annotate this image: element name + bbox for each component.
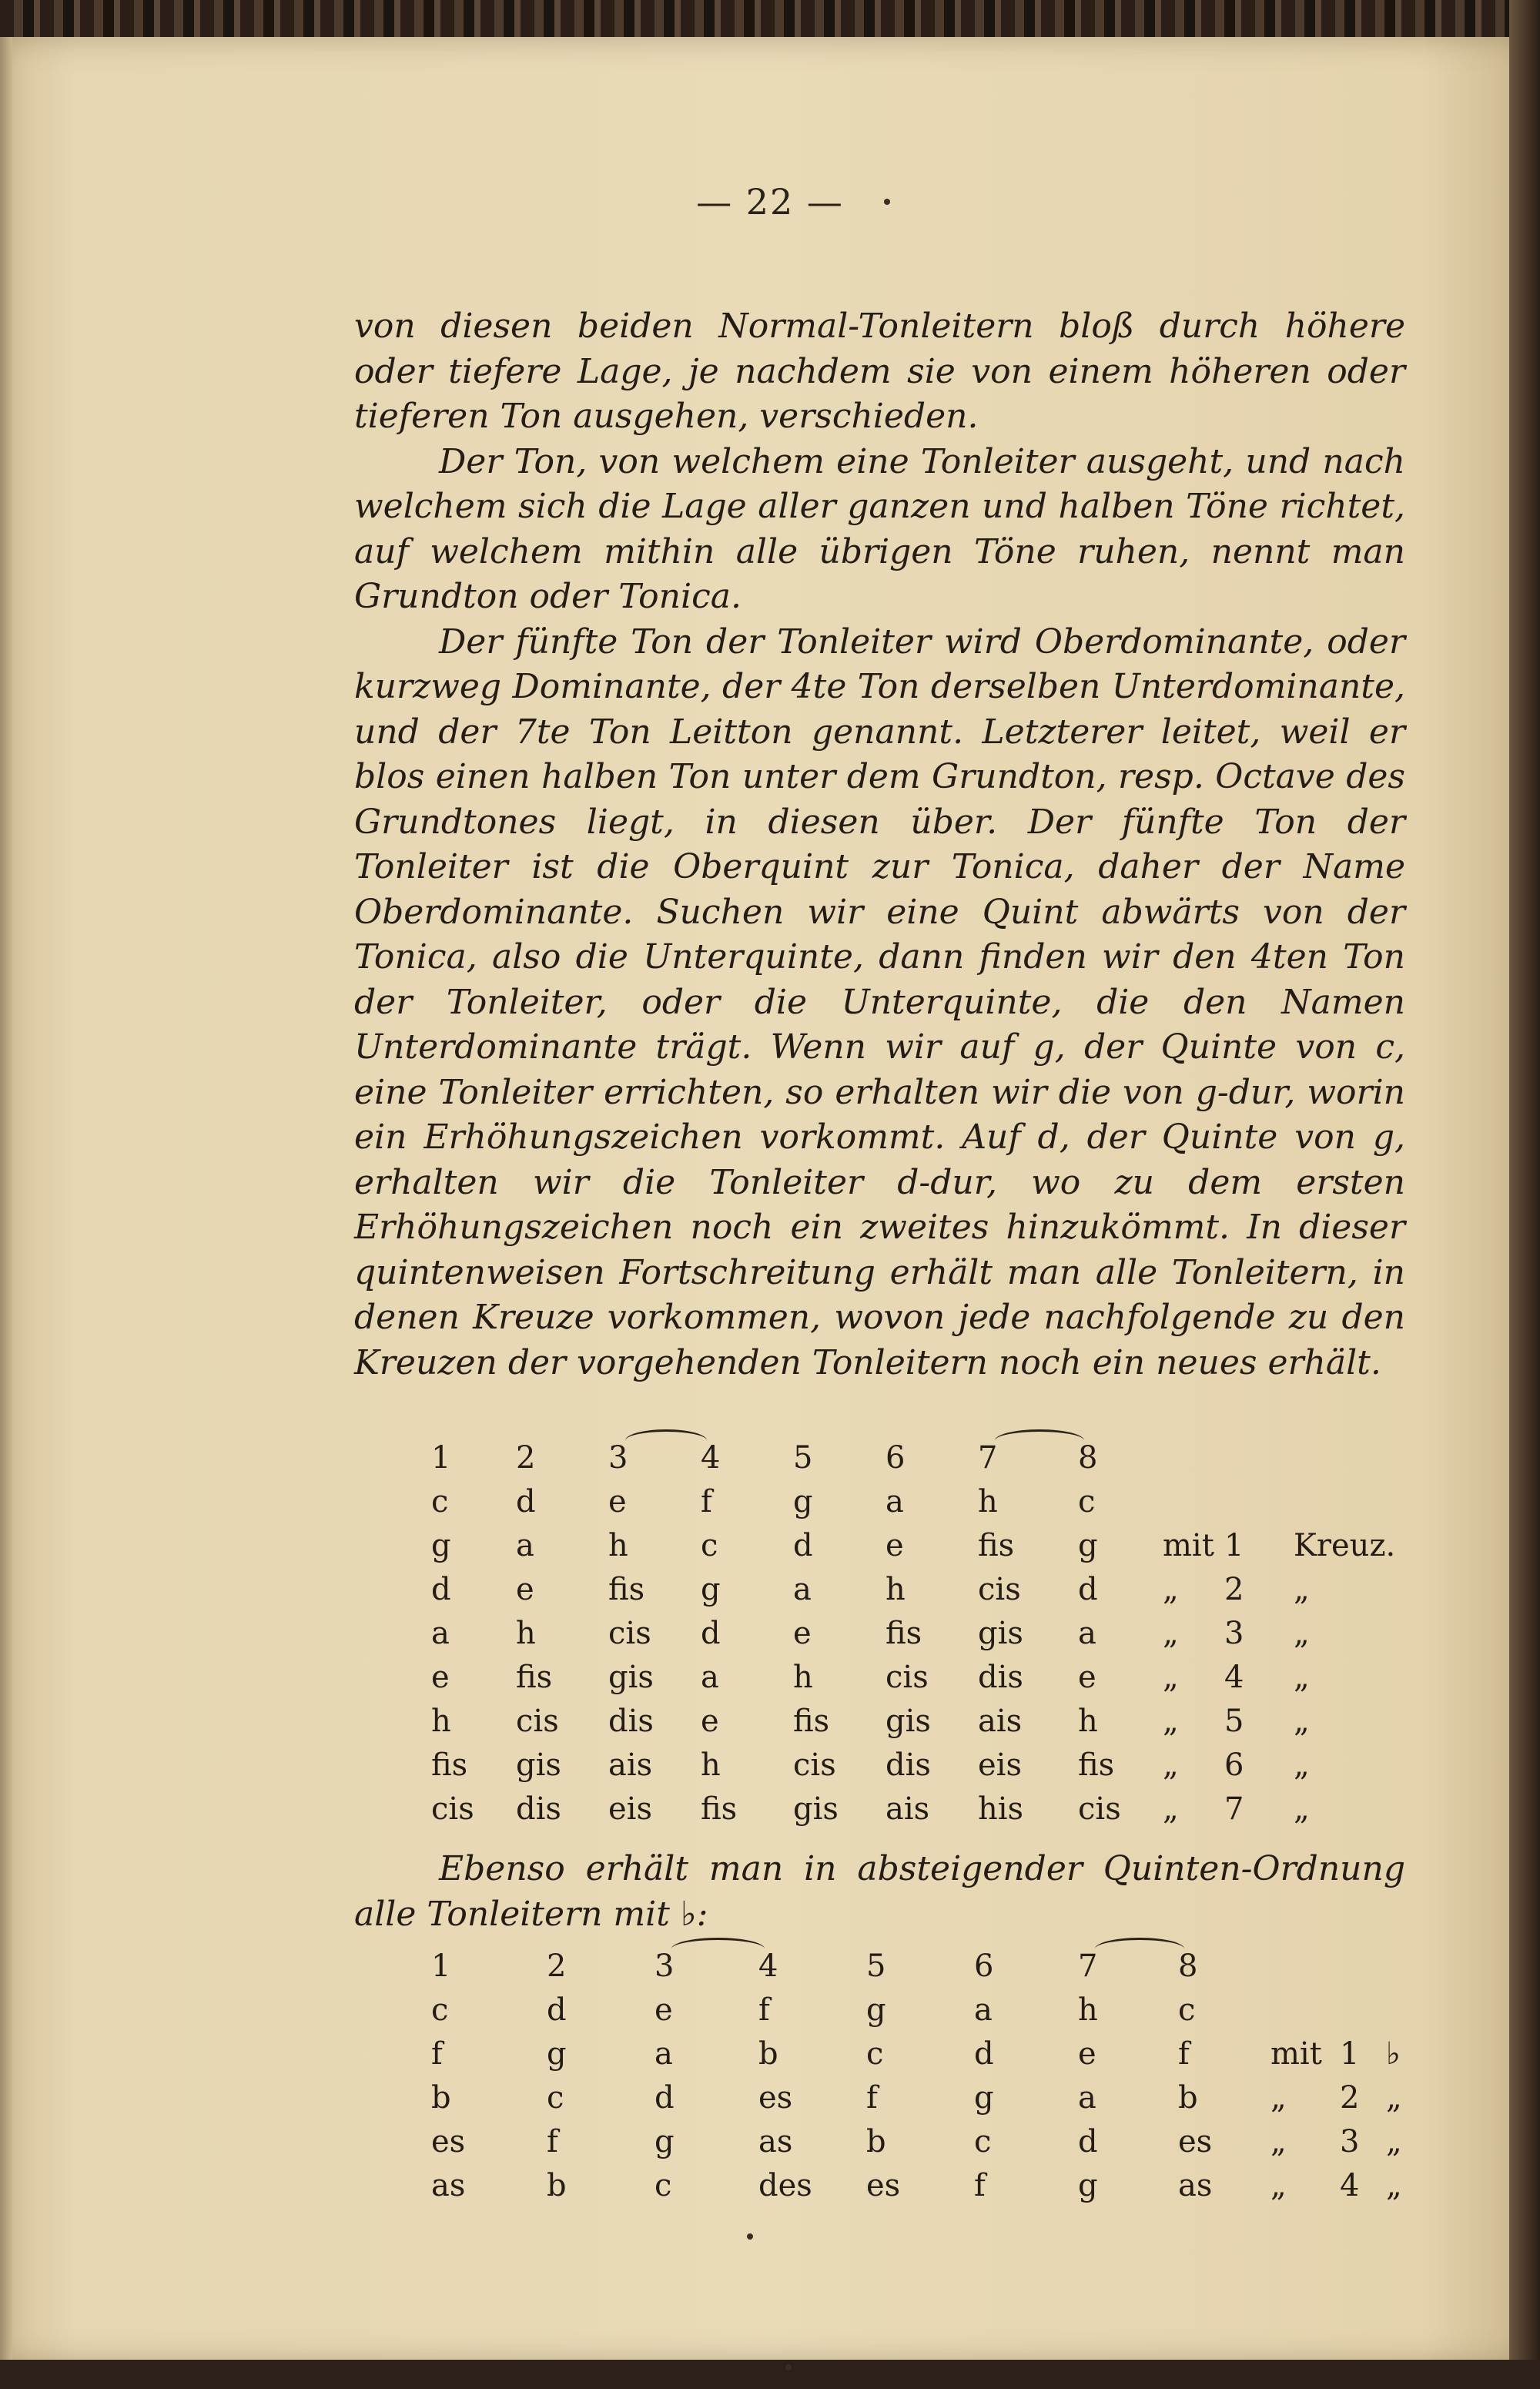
table-cell: 3: [1340, 2124, 1360, 2159]
table-cell: 5: [793, 1440, 813, 1476]
table-cell: g: [1078, 1528, 1098, 1563]
table-cell: „: [1270, 2168, 1287, 2203]
table-cell: eis: [978, 1747, 1022, 1783]
table-cell: 3: [608, 1440, 628, 1476]
table-cell: a: [1078, 2080, 1096, 2116]
table-cell: es: [866, 2168, 901, 2203]
table-cell: 4: [1224, 1660, 1244, 1695]
table-cell: e: [1078, 1660, 1096, 1695]
table-cell: „: [1294, 1572, 1310, 1607]
table-cell: as: [758, 2124, 793, 2159]
table-cell: cis: [1078, 1791, 1121, 1827]
table-cell: e: [608, 1484, 627, 1520]
table-cell: a: [654, 2036, 673, 2072]
table-cell: g: [431, 1528, 451, 1563]
table-cell: fis: [431, 1747, 468, 1783]
ink-speck: [884, 199, 890, 205]
table-cell: h: [886, 1572, 906, 1607]
table-cell: c: [431, 1484, 449, 1520]
table-cell: 7: [1224, 1791, 1244, 1827]
table-cell: h: [516, 1616, 536, 1651]
table-cell: a: [886, 1484, 904, 1520]
table-cell: a: [793, 1572, 812, 1607]
half-step-slur: [995, 1429, 1084, 1452]
table-cell: cis: [608, 1616, 651, 1651]
table-cell: gis: [516, 1747, 561, 1783]
table-cell: es: [431, 2124, 466, 2159]
table-cell: 4: [701, 1440, 721, 1476]
paragraph-1: von diesen beiden Normal-Tonleitern bloß durch höhere oder tiefere Lage, je nachdem sie von einem höheren oder tieferen Ton ausgehen, verschieden.: [354, 307, 1405, 436]
flat-intro-text: [354, 1847, 1405, 1937]
table-cell: 2: [547, 1948, 567, 1984]
table-cell: g: [1078, 2168, 1098, 2203]
table-cell: 8: [1178, 1948, 1198, 1984]
table-cell: mit: [1163, 1528, 1214, 1563]
table-cell: f: [701, 1484, 712, 1520]
table-cell: „: [1294, 1747, 1310, 1783]
table-cell: es: [758, 2080, 793, 2116]
flat-intro-paragraph: Ebenso erhält man in absteigender Quinten-Ordnung alle Tonleitern mit ♭:: [354, 1849, 1405, 1934]
table-cell: h: [1078, 1704, 1098, 1739]
table-cell: ais: [886, 1791, 930, 1827]
table-cell: f: [1178, 2036, 1190, 2072]
table-cell: dis: [886, 1747, 931, 1783]
table-cell: d: [701, 1616, 721, 1651]
table-cell: ais: [608, 1747, 653, 1783]
table-cell: 6: [1224, 1747, 1244, 1783]
table-cell: d: [974, 2036, 994, 2072]
table-cell: d: [516, 1484, 536, 1520]
table-cell: 3: [1224, 1616, 1244, 1651]
table-cell: g: [701, 1572, 721, 1607]
table-cell: h: [431, 1704, 451, 1739]
table-cell: 1: [431, 1440, 451, 1476]
table-cell: dis: [516, 1791, 561, 1827]
table-cell: „: [1163, 1572, 1179, 1607]
table-cell: „: [1386, 2080, 1402, 2116]
table-cell: cis: [978, 1572, 1021, 1607]
table-cell: fis: [1078, 1747, 1115, 1783]
table-cell: h: [701, 1747, 721, 1783]
table-cell: c: [866, 2036, 884, 2072]
ink-speck: [785, 2364, 792, 2371]
table-cell: fis: [793, 1704, 830, 1739]
table-cell: h: [1078, 1992, 1098, 2028]
table-cell: 1: [431, 1948, 451, 1984]
table-cell: h: [978, 1484, 998, 1520]
table-cell: a: [431, 1616, 450, 1651]
main-text: [354, 304, 1405, 1385]
table-cell: dis: [608, 1704, 654, 1739]
table-cell: a: [974, 1992, 993, 2028]
table-cell: cis: [431, 1791, 474, 1827]
table-cell: 7: [978, 1440, 998, 1476]
table-cell: e: [793, 1616, 812, 1651]
table-cell: cis: [516, 1704, 559, 1739]
table-cell: fis: [608, 1572, 645, 1607]
table-cell: f: [866, 2080, 878, 2116]
paragraph-3: Der fünfte Ton der Tonleiter wird Oberdominante, oder kurzweg Dominante, der 4te Ton derselben Unterdominante, und der 7te Ton Leitton genannt. Letzterer leitet, weil er blos einen halben Ton unter dem Grundton, resp. Octave des Grundtones liegt, in diesen über. Der fünfte Ton der Tonleiter ist die Oberquint zur Tonica, daher der Name Oberdominante. Suchen wir eine Quint abwärts von der Tonica, also die Unterquinte, dann finden wir den 4ten Ton der Tonleiter, oder die Unterquinte, die den Namen Unterdominante trägt. Wenn wir auf g, der Quinte von c, eine Tonleiter errichten, so erhalten wir die von g-dur, worin ein Erhöhungszeichen vorkommt. Auf d, der Quinte von g, erhalten wir die Tonleiter d-dur, wo zu dem ersten Erhöhungszeichen noch ein zweites hinzukömmt. In dieser quintenweisen Fortschreitung erhält man alle Tonleitern, in denen Kreuze vorkommen, wovon jede nachfolgende zu den Kreuzen der vorgehenden Tonleitern noch ein neues erhält.: [354, 622, 1405, 1382]
half-step-slur: [1095, 1938, 1184, 1960]
table-cell: a: [1078, 1616, 1096, 1651]
table-cell: c: [547, 2080, 564, 2116]
table-cell: b: [758, 2036, 778, 2072]
table-cell: as: [431, 2168, 466, 2203]
table-cell: „: [1294, 1791, 1310, 1827]
table-cell: Kreuz.: [1294, 1528, 1396, 1563]
table-cell: g: [547, 2036, 567, 2072]
table-cell: g: [866, 1992, 886, 2028]
table-cell: 2: [1224, 1572, 1244, 1607]
table-cell: gis: [608, 1660, 654, 1695]
table-cell: 2: [1340, 2080, 1360, 2116]
table-cell: 4: [1340, 2168, 1360, 2203]
table-cell: f: [547, 2124, 558, 2159]
table-cell: gis: [978, 1616, 1023, 1651]
table-cell: ais: [978, 1704, 1023, 1739]
table-cell: „: [1386, 2168, 1402, 2203]
page-edge-right: [1509, 0, 1540, 2389]
table-cell: his: [978, 1791, 1024, 1827]
table-cell: „: [1163, 1660, 1179, 1695]
table-cell: d: [547, 1992, 567, 2028]
table-cell: c: [1078, 1484, 1096, 1520]
table-cell: a: [516, 1528, 534, 1563]
table-cell: mit: [1270, 2036, 1322, 2072]
table-cell: d: [1078, 2124, 1098, 2159]
table-cell: dis: [978, 1660, 1023, 1695]
table-cell: 4: [758, 1948, 778, 1984]
table-cell: des: [758, 2168, 812, 2203]
table-cell: „: [1294, 1704, 1310, 1739]
table-cell: „: [1163, 1616, 1179, 1651]
table-cell: 5: [866, 1948, 886, 1984]
table-cell: ♭: [1386, 2036, 1401, 2072]
table-cell: h: [793, 1660, 813, 1695]
table-cell: 1: [1224, 1528, 1244, 1563]
table-cell: b: [866, 2124, 886, 2159]
table-cell: es: [1178, 2124, 1213, 2159]
table-cell: cis: [793, 1747, 836, 1783]
table-cell: g: [793, 1484, 813, 1520]
table-cell: a: [701, 1660, 719, 1695]
table-cell: „: [1270, 2080, 1287, 2116]
paragraph-2: Der Ton, von welchem eine Tonleiter ausgeht, und nach welchem sich die Lage aller ganzen und halben Töne richtet, auf welchem mithin alle übrigen Töne ruhen, nennt man Grundton oder Tonica.: [354, 441, 1405, 616]
table-cell: „: [1163, 1791, 1179, 1827]
table-cell: e: [701, 1704, 719, 1739]
half-step-slur: [671, 1938, 765, 1960]
table-cell: 3: [654, 1948, 675, 1984]
table-cell: 6: [886, 1440, 906, 1476]
table-cell: fis: [701, 1791, 738, 1827]
table-cell: b: [1178, 2080, 1198, 2116]
table-cell: d: [1078, 1572, 1098, 1607]
table-cell: e: [886, 1528, 904, 1563]
table-cell: f: [431, 2036, 443, 2072]
table-cell: fis: [516, 1660, 553, 1695]
table-cell: fis: [978, 1528, 1015, 1563]
table-cell: g: [974, 2080, 994, 2116]
table-cell: „: [1294, 1660, 1310, 1695]
table-cell: fis: [886, 1616, 922, 1651]
table-cell: c: [654, 2168, 672, 2203]
table-cell: c: [1178, 1992, 1196, 2028]
table-cell: „: [1163, 1747, 1179, 1783]
table-cell: 6: [974, 1948, 994, 1984]
table-cell: as: [1178, 2168, 1213, 2203]
table-cell: d: [431, 1572, 451, 1607]
table-cell: „: [1270, 2124, 1287, 2159]
half-step-slur: [625, 1429, 707, 1452]
ink-speck: [747, 2233, 753, 2240]
table-cell: f: [974, 2168, 986, 2203]
page-number: — 22 —: [696, 181, 844, 223]
binding-strip-bottom: [0, 2360, 1540, 2389]
table-cell: b: [547, 2168, 567, 2203]
table-cell: e: [654, 1992, 673, 2028]
table-cell: b: [431, 2080, 451, 2116]
table-cell: „: [1163, 1704, 1179, 1739]
table-cell: gis: [793, 1791, 839, 1827]
table-cell: c: [974, 2124, 992, 2159]
table-cell: d: [793, 1528, 813, 1563]
table-cell: „: [1294, 1616, 1310, 1651]
table-cell: e: [431, 1660, 450, 1695]
table-cell: 7: [1078, 1948, 1098, 1984]
table-cell: c: [701, 1528, 718, 1563]
table-cell: 2: [516, 1440, 536, 1476]
table-cell: e: [516, 1572, 534, 1607]
table-cell: e: [1078, 2036, 1096, 2072]
table-cell: 1: [1340, 2036, 1360, 2072]
table-cell: d: [654, 2080, 675, 2116]
table-cell: f: [758, 1992, 770, 2028]
table-cell: gis: [886, 1704, 931, 1739]
table-cell: c: [431, 1992, 449, 2028]
table-cell: 5: [1224, 1704, 1244, 1739]
table-cell: h: [608, 1528, 628, 1563]
table-cell: cis: [886, 1660, 929, 1695]
table-cell: g: [654, 2124, 675, 2159]
table-cell: „: [1386, 2124, 1402, 2159]
table-cell: 8: [1078, 1440, 1098, 1476]
table-cell: eis: [608, 1791, 652, 1827]
